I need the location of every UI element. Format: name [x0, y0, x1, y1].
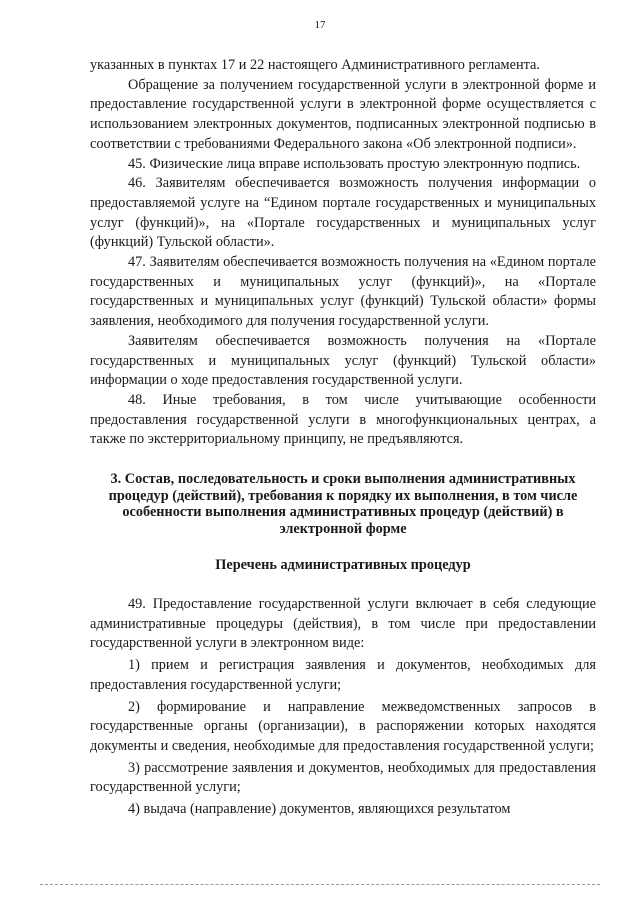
subsection-heading: Перечень административных процедур	[215, 557, 471, 574]
list-item: 2) формирование и направление межведомственных запросов в государственные органы (организации), в распоряжении которых находятся документы и сведения, необходимые для предоставления государственной услуги;	[90, 698, 596, 754]
paragraph: 47. Заявителям обеспечивается возможность получения на «Едином портале государственных и муниципальных услуг (функций)», на «Портале государственных и муниципальных услуг (функций) Тульской области» формы заявления, необходимого для получения государственной услуги.	[90, 254, 596, 330]
scan-edge-divider	[40, 884, 600, 885]
paragraph: Заявителям обеспечивается возможность получения на «Портале государственных и муниципальных услуг (функций) Тульской области» информации о ходе предоставления государственной услуги.	[90, 332, 596, 389]
page-number: 17	[314, 19, 326, 31]
document-body	[90, 56, 596, 820]
paragraph: 49. Предоставление государственной услуги включает в себя следующие административные процедуры (действия), в том числе при предоставлении государственной услуги в электронном виде:	[90, 596, 596, 652]
paragraph: 46. Заявителям обеспечивается возможность получения информации о предоставляемой услуге на “Едином портале государственных и муниципальных услуг (функций)», на «Портале государственных и муниципальных услуг (функций) Тульской области».	[90, 175, 596, 251]
paragraph: Обращение за получением государственной услуги в электронной форме и предоставление государственной услуги в электронной форме осуществляется с использованием электронных документов, подписанных электронной подписью в соответствии с требованиями Федерального закона «Об электронной подписи».	[90, 76, 596, 152]
list-item: 1) прием и регистрация заявления и документов, необходимых для предоставления государственной услуги;	[90, 657, 596, 693]
paragraph: 48. Иные требования, в том числе учитывающие особенности предоставления государственной услуги в многофункциональных центрах, а также по экстерриториальному принципу, не предъявляются.	[90, 391, 596, 448]
section-heading: 3. Состав, последовательность и сроки выполнения административных процедур (действий), требования к порядку их выполнения, в том числе особенности выполнения административных процедур (действий) в электронной форме	[108, 471, 578, 537]
list-item: 3) рассмотрение заявления и документов, необходимых для предоставления государственной услуги;	[90, 759, 596, 796]
paragraph: указанных в пунктах 17 и 22 настоящего Административного регламента.	[90, 57, 540, 73]
paragraph: 45. Физические лица вправе использовать простую электронную подпись.	[128, 155, 581, 172]
list-item: 4) выдача (направление) документов, являющихся результатом	[128, 801, 511, 818]
